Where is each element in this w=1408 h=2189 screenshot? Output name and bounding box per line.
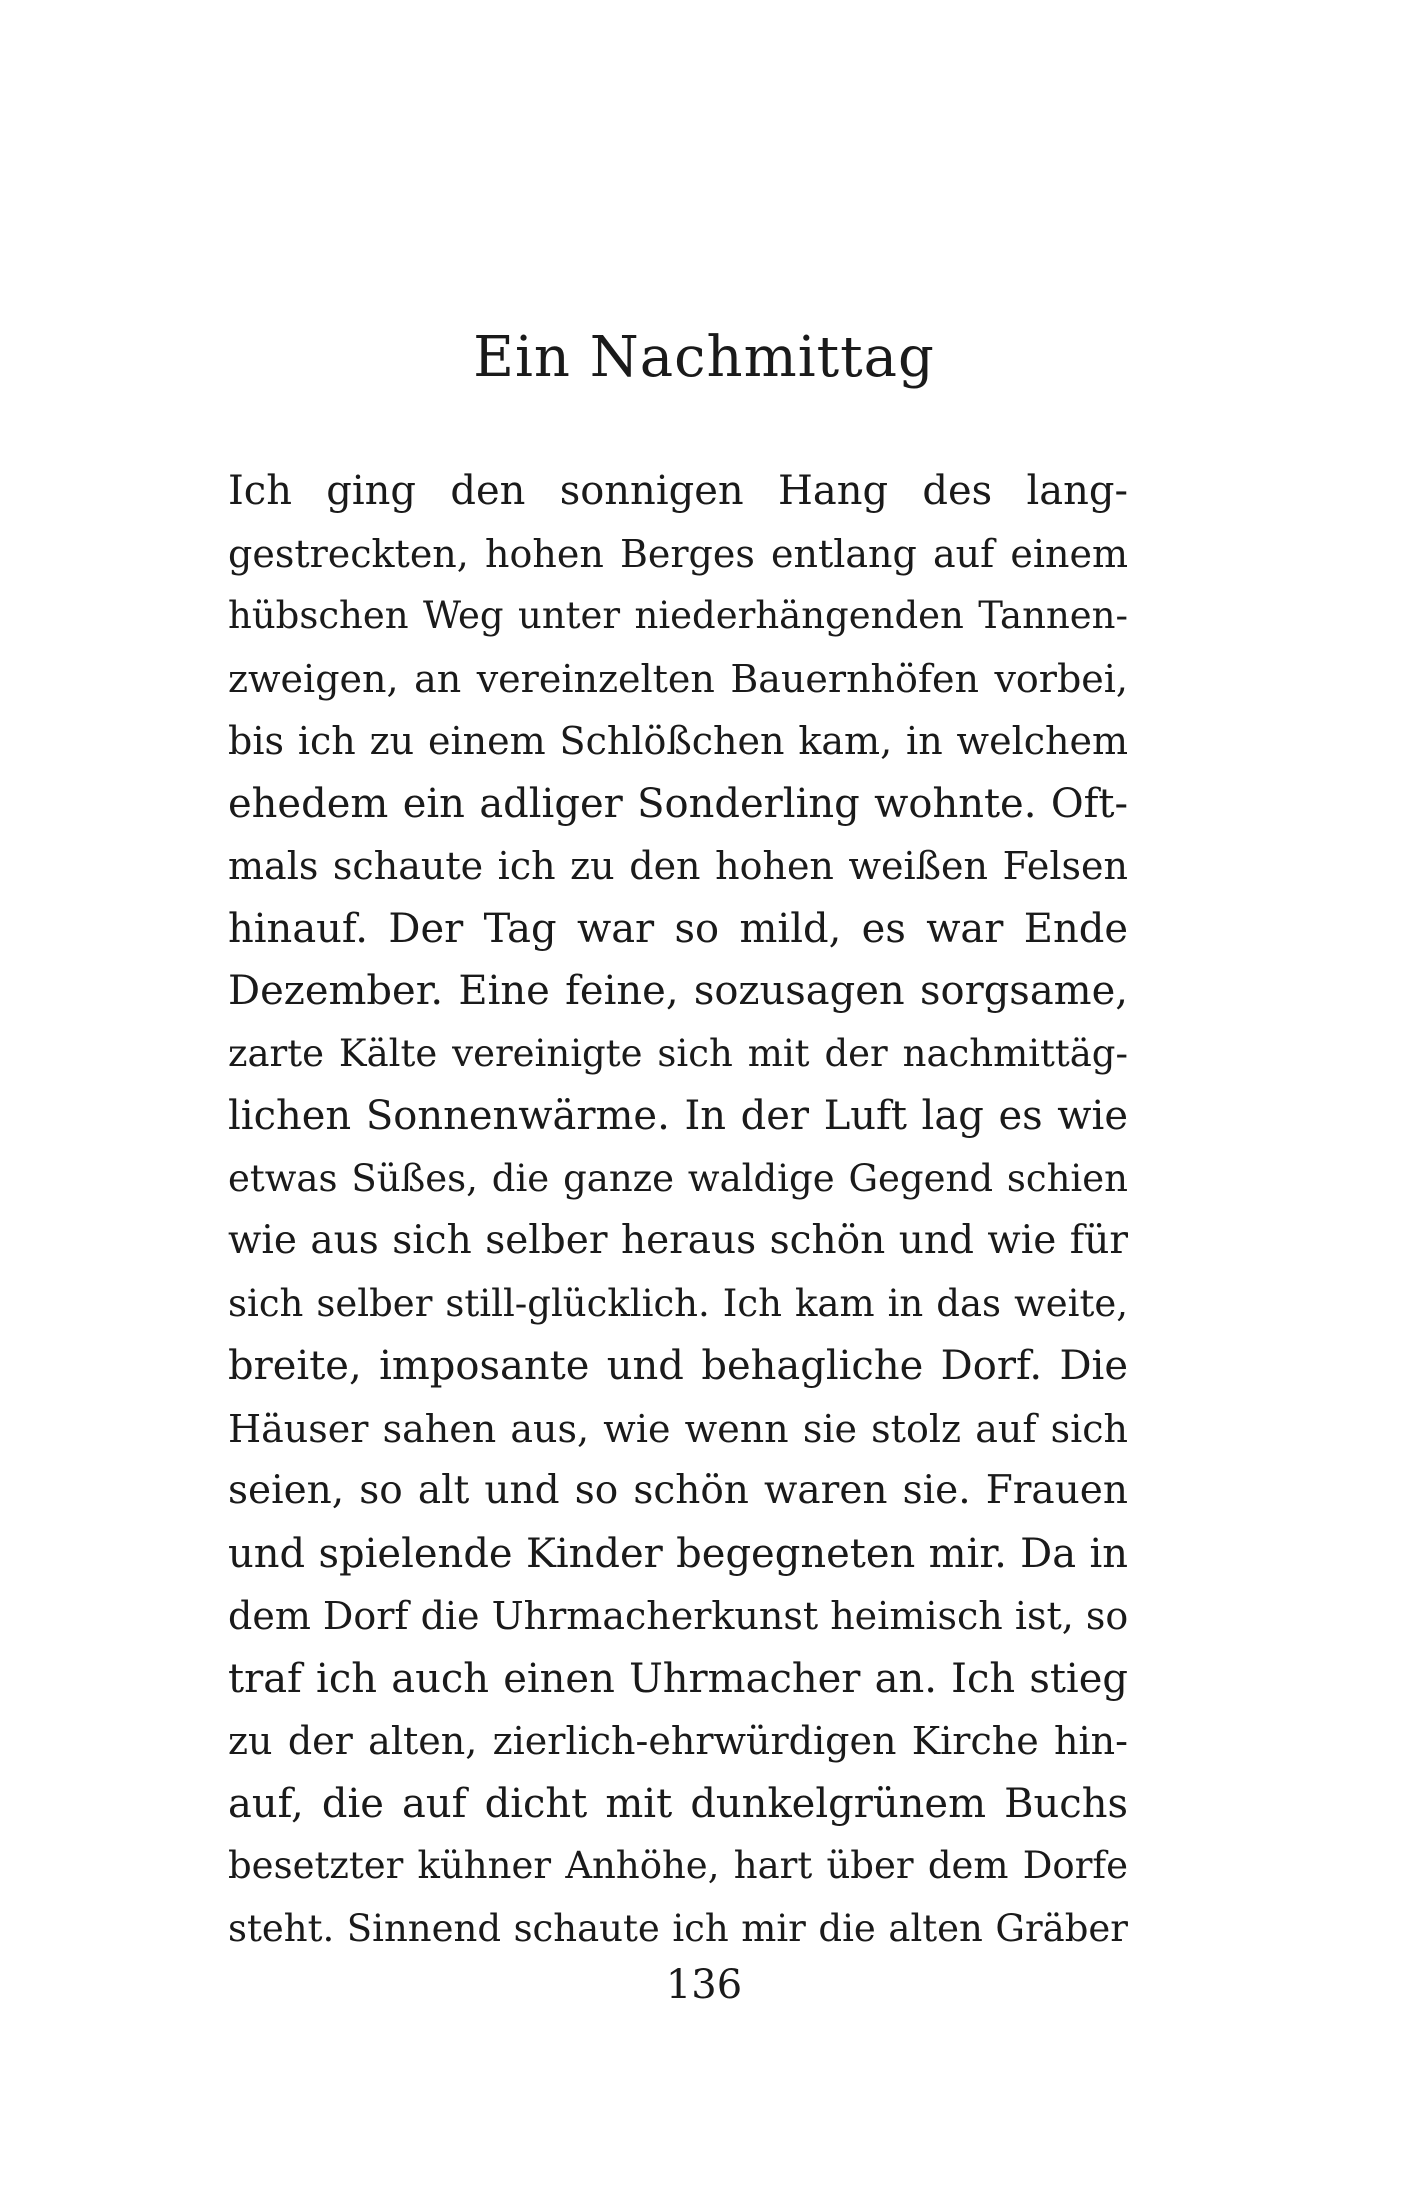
- text-line: zu der alten, zierlich-ehrwürdigen Kirche hin-: [228, 1719, 1128, 1763]
- text-line: breite, imposante und behagliche Dorf. Die: [228, 1343, 1128, 1389]
- text-line: besetzter kühner Anhöhe, hart über dem Dorfe: [228, 1844, 1128, 1887]
- page-number: 136: [665, 1962, 743, 2008]
- text-line: ehedem ein adliger Sonderling wohnte. Oft-: [228, 780, 1128, 827]
- text-line: zarte Kälte vereinigte sich mit der nachmittäg-: [228, 1031, 1128, 1075]
- body-text: [228, 460, 1128, 1960]
- text-line: Häuser sahen aus, wie wenn sie stolz auf sich: [228, 1406, 1128, 1451]
- text-line: sich selber still-glücklich. Ich kam in das weite,: [228, 1281, 1128, 1325]
- text-line: hübschen Weg unter niederhängenden Tannen-: [228, 594, 1128, 637]
- chapter-title: Ein Nachmittag: [473, 325, 935, 390]
- text-line: mals schaute ich zu den hohen weißen Felsen: [228, 844, 1128, 888]
- text-line: auf, die auf dicht mit dunkelgrünem Buchs: [228, 1780, 1128, 1827]
- text-line: seien, so alt und so schön waren sie. Frauen: [228, 1468, 1128, 1513]
- text-line: und spielende Kinder begegneten mir. Da in: [228, 1530, 1128, 1577]
- text-line: traf ich auch einen Uhrmacher an. Ich stieg: [228, 1655, 1128, 1702]
- text-line: bis ich zu einem Schlößchen kam, in welchem: [228, 719, 1128, 763]
- text-line: etwas Süßes, die ganze waldige Gegend schien: [228, 1156, 1128, 1200]
- text-line: hinauf. Der Tag war so mild, es war Ende: [228, 905, 1128, 952]
- text-line: steht. Sinnend schaute ich mir die alten Gräber: [228, 1906, 1128, 1950]
- text-line: Dezember. Eine feine, sozusagen sorgsame,: [228, 968, 1128, 1014]
- text-line: Ich ging den sonnigen Hang des lang-: [228, 468, 1128, 514]
- text-line: zweigen, an vereinzelten Bauernhöfen vorbei,: [228, 656, 1128, 701]
- text-line: lichen Sonnenwärme. In der Luft lag es wie: [228, 1093, 1128, 1139]
- text-line: dem Dorf die Uhrmacherkunst heimisch ist, so: [228, 1594, 1128, 1638]
- text-line: wie aus sich selber heraus schön und wie für: [228, 1218, 1128, 1263]
- text-line: gestreckten, hohen Berges entlang auf einem: [228, 531, 1128, 576]
